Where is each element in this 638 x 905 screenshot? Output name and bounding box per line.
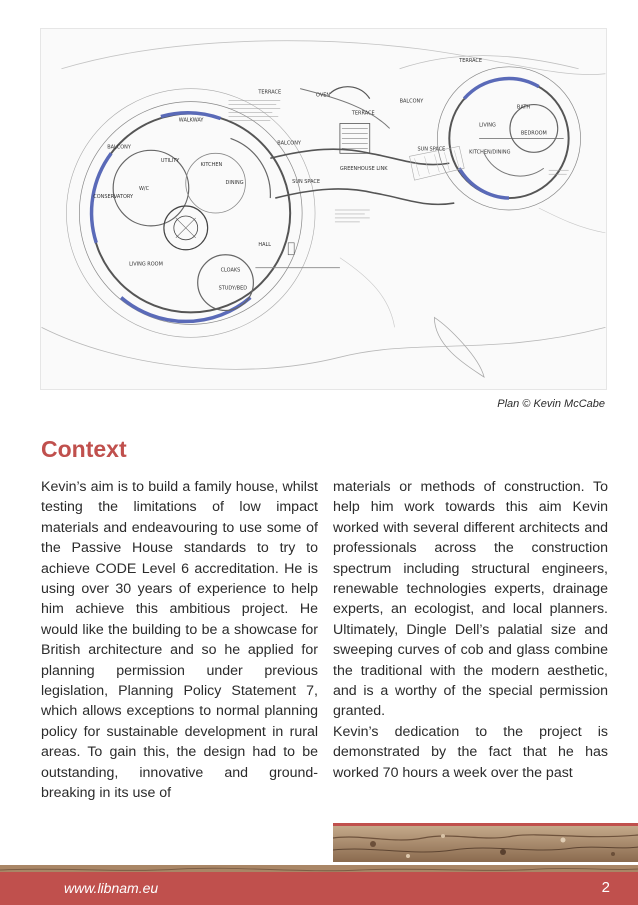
soil-strip [0,862,638,872]
label-greenhouse-link: GREENHOUSE LINK [339,166,388,173]
label-wc: W/C [139,186,150,193]
label-living-room: LIVING ROOM [129,261,163,268]
label-balcony-right: BALCONY [399,98,424,105]
section-heading: Context [41,436,127,462]
label-terrace-mid: TERRACE [258,89,282,96]
floor-plan-figure [40,28,607,390]
label-walkway: WALKWAY [178,117,204,124]
label-cloaks: CLOAKS [220,267,241,274]
mud-texture-band [333,826,638,862]
figure-caption: Plan © Kevin McCabe [497,398,605,410]
label-balcony-left: BALCONY [107,144,131,151]
label-balcony-mid: BALCONY [277,140,301,147]
label-conservatory: CONSERVATORY [93,194,134,201]
paragraph-right-1: materials or methods of construction. To help him work towards this aim Kevin worked with several different architects and professionals across the construction spectrum including structural engineers, renewable technologies experts, drainage experts, an ecologist, and local planners. Ultimately, Dingle Dell’s palatial size and sweeping curves of cob and glass combine the traditional with the modern aesthetic, and is a worthy of the special permission granted. [333,479,608,720]
label-living-right: LIVING [479,122,496,129]
label-terrace-top: TERRACE [459,57,483,64]
label-bedroom: BEDROOM [520,130,547,137]
page-number: 2 [601,879,610,896]
label-hall: HALL [258,241,272,248]
text-column-right [333,477,608,783]
label-oven: OVEN [316,92,331,99]
footer-website-link[interactable]: www.libnam.eu [64,880,159,896]
paragraph-right-2: Kevin’s dedication to the project is demonstrated by the fact that he has worked 70 hours a week over the past [333,723,608,781]
text-column-left [41,477,318,804]
paragraph-left: Kevin’s aim is to build a family house, whilst testing the limitations of low impact materials and endeavouring to use some of the Passive House standards to try to achieve CODE Level 6 accreditation. He is using over 30 years of experience to help him achieve this ambitious project. He would like the building to be a showcase for British architecture and so he applied for planning permission under previous legislation, Planning Policy Statement 7, which allows exceptions to normal planning policy for sustainable development in rural areas. To gain this, the design had to be outstanding, innovative and ground-breaking in its use of [41,479,318,802]
label-study-bed: STUDY/BED [218,285,248,292]
label-dining: DINING [225,180,244,187]
label-sun-space-right: SUN SPACE [417,146,446,153]
floor-plan-drawing [41,29,606,389]
label-utility: UTILITY [160,158,180,165]
label-kitchen-dining: KITCHEN/DINING [469,149,511,156]
label-bath: BATH [516,104,531,111]
label-terrace-main: TERRACE [351,110,375,117]
label-sun-space-left: SUN SPACE [292,179,321,186]
label-kitchen-left: KITCHEN [200,162,223,169]
